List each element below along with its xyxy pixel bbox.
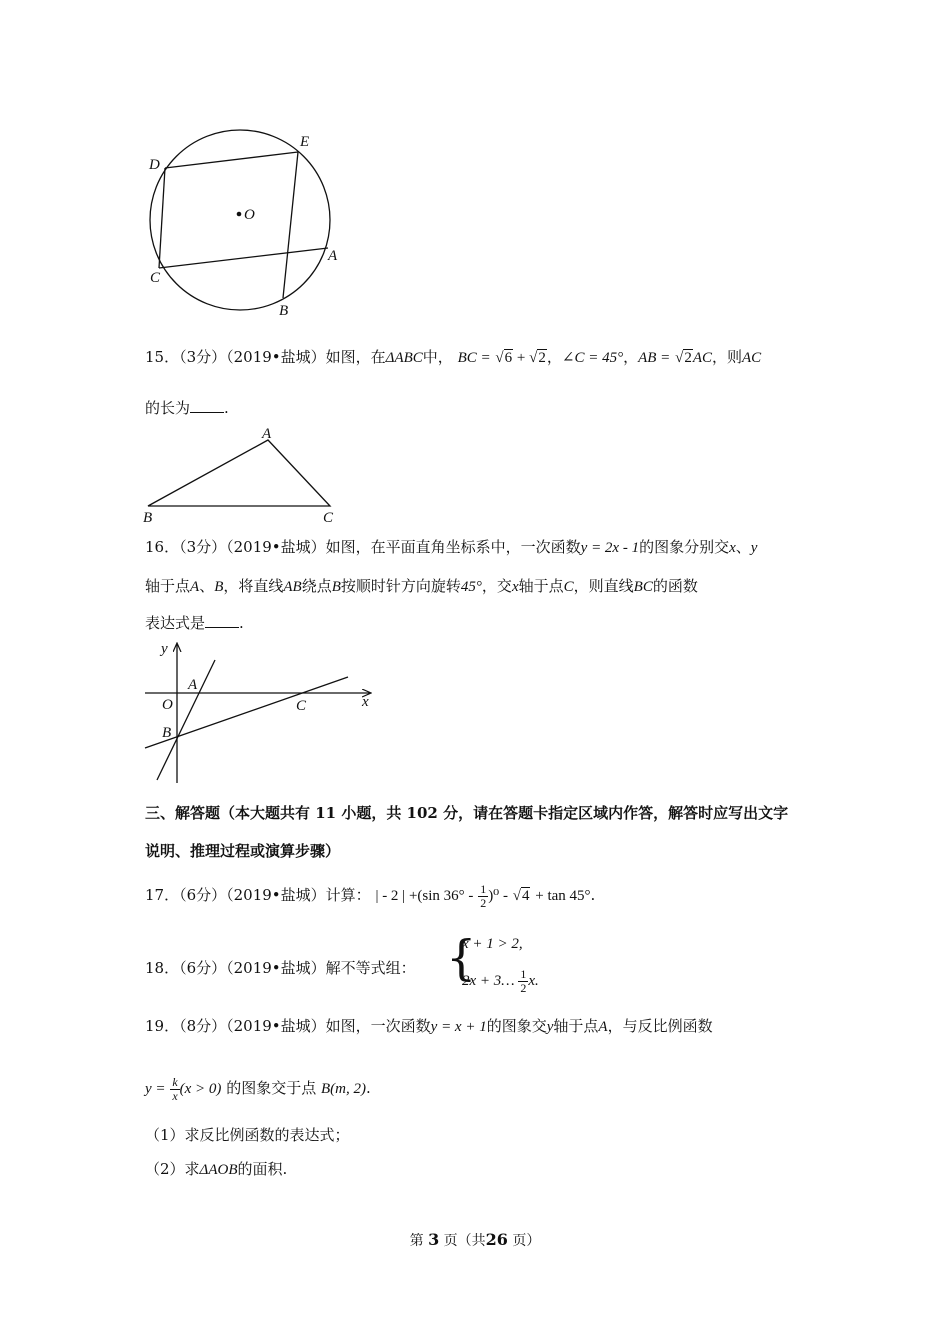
section3-heading-line1: 三、解答题（本大题共有 11 小题，共 102 分，请在答题卡指定区域内作答，解答时应写出文字 — [145, 804, 789, 822]
segment-de — [165, 152, 298, 168]
segment-eb — [283, 152, 298, 298]
label-b: B — [143, 510, 153, 525]
q16-line3: 表达式是 . — [145, 614, 244, 632]
q16-line1: 16．（3分）（2019•盐城）如图，在平面直角坐标系中，一次函数y = 2x - 1的图象分别交x、y — [145, 538, 758, 556]
q19-line2: y = $\frac{k}{x}$ (x > 0) 的图象交于点 B(m, 2). — [145, 1074, 371, 1103]
q15-line1: 15．（3分）（2019•盐城）如图，在ΔABC中， BC = √6 + √2，∠C = 45°，AB = √2AC，则AC — [145, 348, 762, 366]
answer-blank — [190, 398, 224, 413]
label-o: O — [162, 697, 173, 713]
label-x: x — [362, 694, 369, 710]
segment-ca — [159, 248, 328, 268]
page-number: 3 — [428, 1230, 440, 1249]
line-ab — [157, 660, 215, 780]
fraction-half: $\frac{1}{2}$ — [480, 881, 487, 910]
brace: { — [446, 930, 477, 986]
label-a: A — [328, 248, 338, 264]
label-b: B — [162, 725, 172, 741]
total-pages: 26 — [485, 1230, 508, 1249]
label-b: B — [279, 303, 289, 319]
inequality-system — [448, 930, 568, 1004]
segment-dc — [159, 168, 165, 268]
label-y: y — [161, 641, 168, 657]
label-a: A — [262, 426, 272, 442]
q18-prefix: 18．（6分）（2019•盐城）解不等式组： — [145, 959, 416, 977]
section3-heading-line2: 说明、推理过程或演算步骤） — [145, 842, 341, 860]
label-a: A — [188, 677, 198, 693]
label-e: E — [300, 134, 310, 150]
q19-sub1: （1）求反比例函数的表达式； — [145, 1126, 350, 1144]
figure-q16-coordinate-plot — [140, 640, 380, 788]
page-footer: 第 3 页（共26 页） — [409, 1230, 541, 1249]
fraction-k-over-x: $\frac{k}{x}$ — [172, 1074, 178, 1103]
figure-q15-triangle — [140, 425, 345, 525]
answer-blank — [205, 613, 239, 628]
line-bc — [145, 677, 348, 748]
triangle-abc — [148, 440, 330, 506]
q19-line1: 19．（8分）（2019•盐城）如图，一次函数y = x + 1的图象交y轴于点A，与反比例函数 — [145, 1017, 713, 1035]
figure-q14-circle — [140, 120, 350, 325]
label-o: O — [244, 207, 255, 223]
label-c: C — [323, 510, 334, 525]
inequality-1: x + 1 > 2, — [462, 936, 523, 952]
circle-o — [150, 130, 330, 310]
center-dot — [237, 212, 242, 217]
label-d: D — [149, 157, 160, 173]
q15-line2: 的长为 . — [145, 399, 229, 417]
q19-sub2: （2）求ΔAOB的面积. — [145, 1160, 288, 1178]
inequality-2: 2x + 3… $\frac{1}{2}$ x. — [462, 967, 539, 995]
label-c: C — [296, 698, 307, 714]
q16-line2: 轴于点A、B，将直线AB绕点B按顺时针方向旋转45°，交x轴于点C，则直线BC的函数 — [145, 577, 698, 595]
label-c: C — [150, 270, 161, 286]
q17: 17．（6分）（2019•盐城）计算： | - 2 | +(sin 36° - $\frac{1}{2}$ )⁰ - √4 + tan 45°. — [145, 881, 596, 910]
